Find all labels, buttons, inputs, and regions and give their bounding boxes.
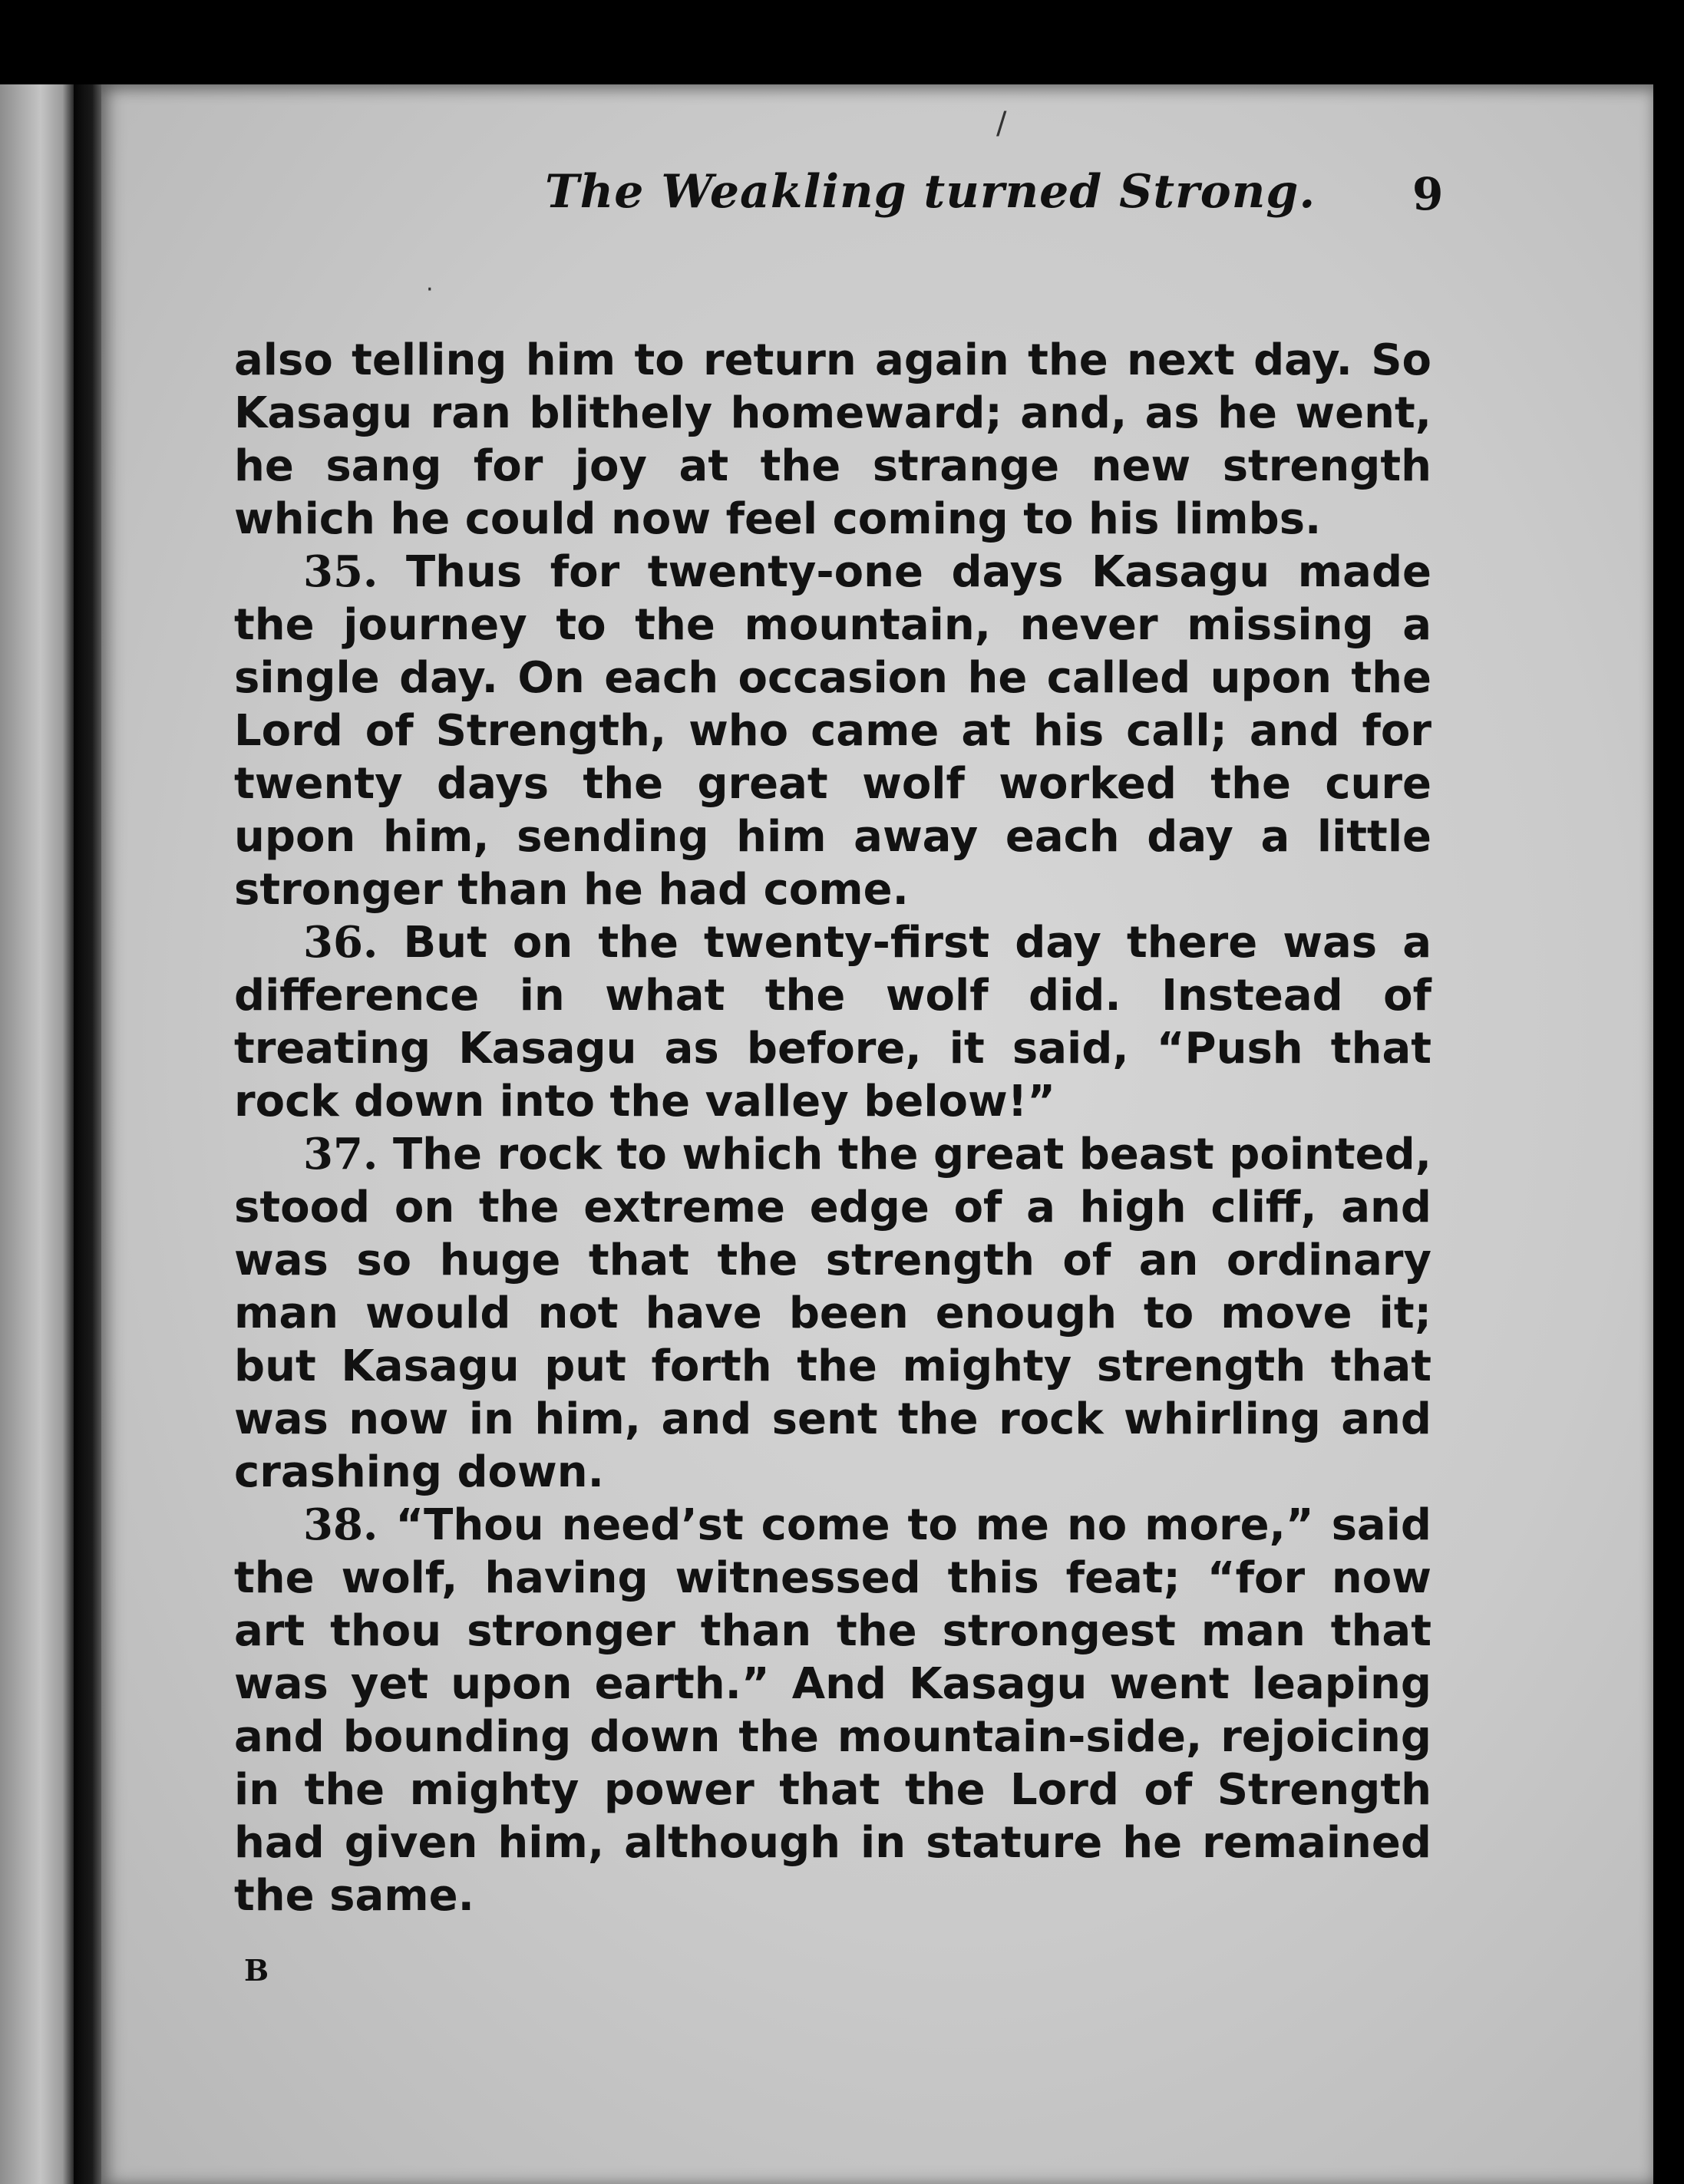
paragraph-number: 35.	[303, 546, 378, 597]
stray-dot: ·	[426, 276, 434, 303]
paragraph-text: The rock to which the great beast pointed, stood on the extreme edge of a high cliff, and was so huge that the strength of an ordinary man would not have been enough to move it; but Kasagu put forth the mighty strength that was now in him, and sent the rock whirling and crashing down.	[234, 1130, 1431, 1497]
paragraph-number: 38.	[303, 1499, 378, 1550]
signature-mark: B	[244, 1953, 269, 1988]
page-header	[138, 165, 1443, 234]
running-title: The Weakling turned Strong.	[545, 165, 1316, 219]
paragraph-36	[234, 916, 1431, 1128]
scan-border	[1653, 77, 1684, 2184]
paragraph-continued	[234, 334, 1431, 546]
paragraph-number: 36.	[303, 917, 378, 968]
page-number: 9	[1412, 168, 1444, 220]
paragraph-35	[234, 546, 1431, 916]
paragraph-text: also telling him to return again the next day. So Kasagu ran blithely homeward; and, as he went, he sang for joy at the strange new strength which he could now feel coming to his limbs.	[234, 335, 1431, 544]
stray-mark: /	[996, 106, 1007, 141]
paragraph-38	[234, 1499, 1431, 1922]
paragraph-text: But on the twenty-first day there was a difference in what the wolf did. Instead of treating Kasagu as before, it said, “Push that rock down into the valley below!”	[234, 918, 1432, 1127]
body-text	[234, 334, 1431, 1922]
book-gutter	[74, 84, 104, 2184]
paragraph-text: “Thou need’st come to me no more,” said the wolf, having witnessed this feat; “for now art thou stronger than the strongest man that was yet upon earth.” And Kasagu went leaping and bounding down the mountain-side, rejoicing in the mighty power that the Lord of Strength had given him, although in stature he remained the same.	[234, 1500, 1431, 1921]
paragraph-number: 37.	[303, 1129, 378, 1179]
paragraph-37	[234, 1128, 1431, 1499]
left-page-edge	[0, 84, 74, 2184]
paragraph-text: Thus for twenty-one days Kasagu made the journey to the mountain, never missing a single day. On each occasion he called upon the Lord of Strength, who came at his call; and for twenty days the great wolf worked the cure upon him, sending him away each day a little stronger than he had come.	[234, 547, 1432, 915]
